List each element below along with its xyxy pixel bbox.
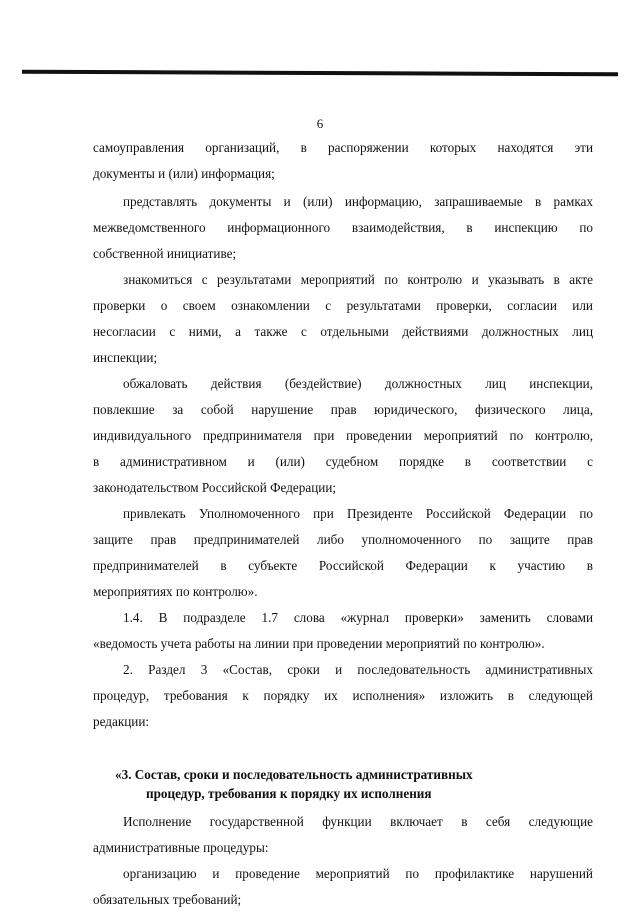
heading-line-1: «3. Состав, сроки и последовательность административных [115, 767, 473, 782]
text-line: редакции: [93, 714, 150, 729]
text-line: в административном и (или) судебном порядке в соответствии с [93, 454, 593, 469]
text-line: процедур, требования к порядку их исполнения» изложить в следующей [93, 688, 593, 703]
text-line: Исполнение государственной функции включает в себя следующие [123, 814, 593, 829]
text-line: обязательных требований; [93, 892, 242, 907]
text-line: самоуправления организаций, в распоряжении которых находятся эти [93, 140, 593, 155]
text-line: собственной инициативе; [93, 246, 237, 261]
text-line: документы и (или) информация; [93, 166, 275, 181]
text-line: знакомиться с результатами мероприятий по контролю и указывать в акте [123, 272, 593, 287]
text-line: мероприятиях по контролю». [93, 584, 258, 599]
paragraph-provide-documents [93, 189, 593, 267]
text-line: повлекшие за собой нарушение прав юридического, физического лица, [93, 402, 593, 417]
text-line: «ведомость учета работы на линии при проведении мероприятий по контролю». [93, 636, 545, 651]
text-line: обжаловать действия (бездействие) должностных лиц инспекции, [123, 376, 593, 391]
section-heading [115, 765, 593, 803]
text-line: индивидуального предпринимателя при проведении мероприятий по контролю, [93, 428, 593, 443]
text-line: привлекать Уполномоченного при Президенте Российской Федерации по [123, 506, 593, 521]
heading-line-2: процедур, требования к порядку их исполнения [146, 786, 432, 801]
paragraph-familiarize [93, 267, 593, 371]
paragraph-appeal [93, 371, 593, 501]
text-line: 1.4. В подразделе 1.7 слова «журнал проверки» заменить словами [123, 610, 593, 625]
text-line: инспекции; [93, 350, 158, 365]
top-horizontal-rule [22, 70, 618, 77]
text-line: проверки о своем ознакомлении с результатами проверки, согласии или [93, 298, 593, 313]
paragraph-section-3 [93, 657, 593, 735]
text-line: административные процедуры: [93, 840, 269, 855]
text-line: законодательством Российской Федерации; [93, 480, 337, 495]
text-line: организацию и проведение мероприятий по профилактике нарушений [123, 866, 593, 881]
paragraph-subsection-1-4 [93, 605, 593, 657]
paragraph-ombudsman [93, 501, 593, 605]
paragraph-continuation [93, 135, 593, 187]
text-line: 2. Раздел 3 «Состав, сроки и последовательность административных [123, 662, 593, 677]
text-line: предпринимателей в субъекте Российской Федерации к участию в [93, 558, 593, 573]
page-number: 6 [316, 116, 324, 131]
paragraph-prevention [93, 861, 593, 913]
text-line: представлять документы и (или) информацию, запрашиваемые в рамках [123, 194, 593, 209]
text-line: защите прав предпринимателей либо уполномоченного по защите прав [93, 532, 593, 547]
paragraph-procedures [93, 809, 593, 861]
text-line: несогласии с ними, а также с отдельными действиями должностных лиц [93, 324, 593, 339]
text-line: межведомственного информационного взаимодействия, в инспекцию по [93, 220, 593, 235]
document-body [93, 135, 593, 913]
